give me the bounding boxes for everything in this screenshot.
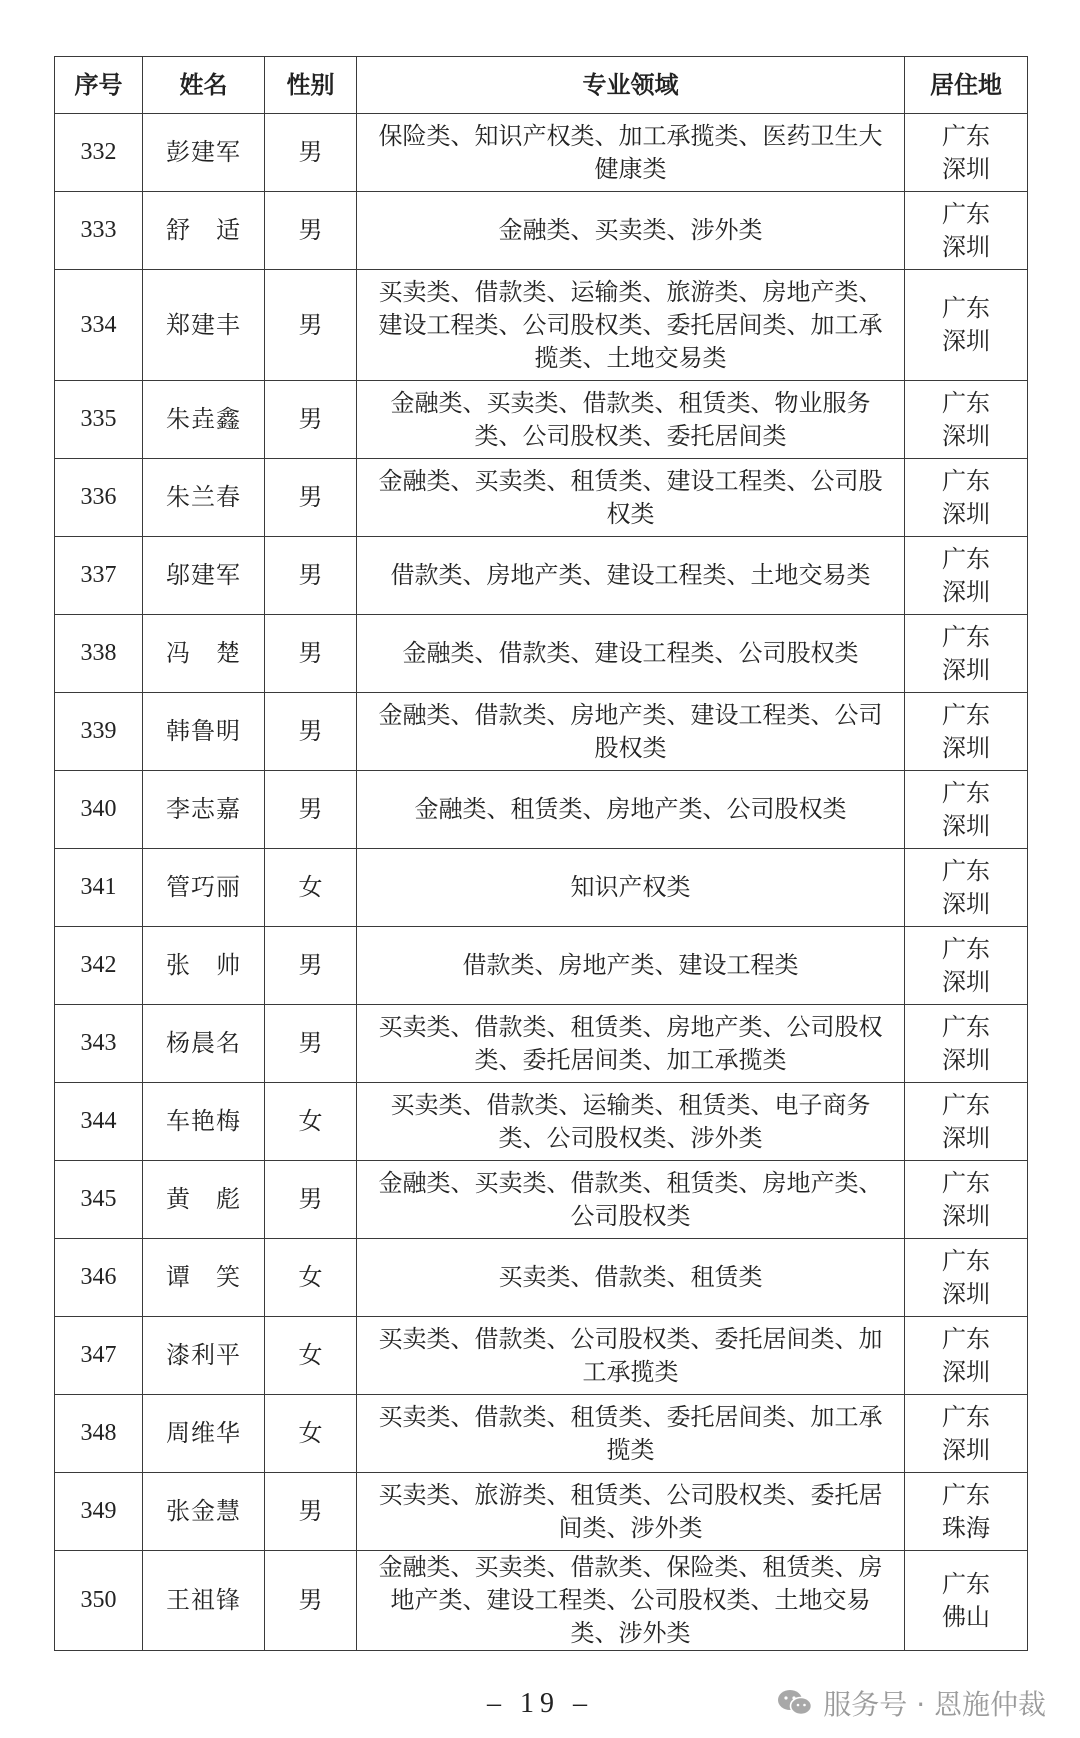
- table-header-row: [55, 57, 1028, 114]
- row-province: 广东: [942, 121, 990, 150]
- table-row: [55, 1239, 1028, 1317]
- header-number: 序号: [55, 57, 143, 114]
- table-row: [55, 459, 1028, 537]
- row-number: 344: [55, 1083, 143, 1161]
- row-province: 广东: [942, 199, 990, 228]
- row-gender: 女: [265, 1083, 357, 1161]
- row-field: 买卖类、旅游类、租赁类、公司股权类、委托居间类、涉外类: [357, 1473, 905, 1551]
- row-number: 342: [55, 927, 143, 1005]
- row-field: 买卖类、借款类、运输类、旅游类、房地产类、建设工程类、公司股权类、委托居间类、加工承揽类、土地交易类: [357, 270, 905, 381]
- row-number: 340: [55, 771, 143, 849]
- row-name: 杨晨名: [143, 1005, 265, 1083]
- row-province: 广东: [942, 1402, 990, 1431]
- row-field: 金融类、买卖类、借款类、租赁类、房地产类、公司股权类: [357, 1161, 905, 1239]
- row-name: 李志嘉: [143, 771, 265, 849]
- row-number: 335: [55, 381, 143, 459]
- table-row: [55, 1005, 1028, 1083]
- row-number: 336: [55, 459, 143, 537]
- row-residence: [905, 927, 1028, 1005]
- row-name: 漆利平: [143, 1317, 265, 1395]
- row-field: 买卖类、借款类、租赁类: [357, 1239, 905, 1317]
- table-row: [55, 1083, 1028, 1161]
- row-number: 346: [55, 1239, 143, 1317]
- row-province: 广东: [942, 388, 990, 417]
- table-row: [55, 114, 1028, 192]
- row-province: 广东: [942, 1012, 990, 1041]
- row-gender: 男: [265, 1473, 357, 1551]
- row-city: 佛山: [942, 1602, 990, 1631]
- row-field: 买卖类、借款类、公司股权类、委托居间类、加工承揽类: [357, 1317, 905, 1395]
- row-name: 彭建军: [143, 114, 265, 192]
- row-gender: 男: [265, 927, 357, 1005]
- row-gender: 男: [265, 270, 357, 381]
- table-row: [55, 771, 1028, 849]
- table-row: [55, 615, 1028, 693]
- row-name: 谭 笑: [143, 1239, 265, 1317]
- table-row: [55, 1317, 1028, 1395]
- row-province: 广东: [942, 294, 990, 322]
- row-field: 金融类、买卖类、租赁类、建设工程类、公司股权类: [357, 459, 905, 537]
- row-residence: [905, 270, 1028, 381]
- table-row: [55, 537, 1028, 615]
- row-number: 338: [55, 615, 143, 693]
- row-residence: [905, 771, 1028, 849]
- row-gender: 女: [265, 1317, 357, 1395]
- row-city: 深圳: [942, 889, 990, 918]
- row-province: 广东: [942, 1569, 990, 1598]
- header-gender: 性别: [265, 57, 357, 114]
- header-name: 姓名: [143, 57, 265, 114]
- row-number: 348: [55, 1395, 143, 1473]
- row-province: 广东: [942, 544, 990, 573]
- row-name: 冯 楚: [143, 615, 265, 693]
- row-field: 保险类、知识产权类、加工承揽类、医药卫生大健康类: [357, 114, 905, 192]
- row-number: 341: [55, 849, 143, 927]
- table-row: [55, 1161, 1028, 1239]
- row-field: 金融类、借款类、建设工程类、公司股权类: [357, 615, 905, 693]
- row-residence: [905, 381, 1028, 459]
- row-name: 朱垚鑫: [143, 381, 265, 459]
- row-number: 332: [55, 114, 143, 192]
- row-province: 广东: [942, 856, 990, 885]
- row-field: 借款类、房地产类、建设工程类: [357, 927, 905, 1005]
- row-name: 周维华: [143, 1395, 265, 1473]
- row-number: 339: [55, 693, 143, 771]
- row-number: 345: [55, 1161, 143, 1239]
- roster-sheet: [54, 56, 1027, 1651]
- row-number: 337: [55, 537, 143, 615]
- row-field: 买卖类、借款类、租赁类、房地产类、公司股权类、委托居间类、加工承揽类: [357, 1005, 905, 1083]
- row-name: 王祖锋: [143, 1551, 265, 1651]
- row-number: 333: [55, 192, 143, 270]
- row-name: 邬建军: [143, 537, 265, 615]
- row-field: 金融类、买卖类、涉外类: [357, 192, 905, 270]
- row-gender: 男: [265, 537, 357, 615]
- row-gender: 男: [265, 615, 357, 693]
- wechat-icon: [777, 1688, 813, 1718]
- row-gender: 男: [265, 114, 357, 192]
- row-field: 金融类、买卖类、借款类、保险类、租赁类、房地产类、建设工程类、公司股权类、土地交易类、涉外类: [357, 1551, 905, 1651]
- table-row: [55, 693, 1028, 771]
- row-city: 珠海: [942, 1513, 990, 1542]
- row-city: 深圳: [942, 421, 990, 450]
- row-province: 广东: [942, 622, 990, 651]
- row-city: 深圳: [942, 232, 990, 261]
- row-province: 广东: [942, 1324, 990, 1353]
- row-city: 深圳: [942, 1357, 990, 1386]
- table-row: [55, 270, 1028, 381]
- row-name: 管巧丽: [143, 849, 265, 927]
- table-row: [55, 192, 1028, 270]
- row-province: 广东: [942, 1090, 990, 1119]
- row-residence: [905, 1395, 1028, 1473]
- row-residence: [905, 615, 1028, 693]
- row-number: 343: [55, 1005, 143, 1083]
- row-city: 深圳: [942, 327, 990, 355]
- row-field: 知识产权类: [357, 849, 905, 927]
- row-name: 舒 适: [143, 192, 265, 270]
- row-gender: 男: [265, 771, 357, 849]
- row-gender: 男: [265, 381, 357, 459]
- row-gender: 女: [265, 849, 357, 927]
- row-residence: [905, 1551, 1028, 1651]
- row-province: 广东: [942, 466, 990, 495]
- row-gender: 男: [265, 1161, 357, 1239]
- arbitrator-table: [54, 56, 1028, 1651]
- row-province: 广东: [942, 778, 990, 807]
- watermark: [777, 1683, 1046, 1723]
- row-residence: [905, 1161, 1028, 1239]
- header-residence: 居住地: [905, 57, 1028, 114]
- row-city: 深圳: [942, 577, 990, 606]
- row-city: 深圳: [942, 1045, 990, 1074]
- row-field: 金融类、借款类、房地产类、建设工程类、公司股权类: [357, 693, 905, 771]
- row-name: 车艳梅: [143, 1083, 265, 1161]
- row-residence: [905, 459, 1028, 537]
- row-gender: 女: [265, 1239, 357, 1317]
- row-gender: 男: [265, 192, 357, 270]
- table-row: [55, 1395, 1028, 1473]
- row-residence: [905, 537, 1028, 615]
- row-city: 深圳: [942, 154, 990, 183]
- row-name: 张 帅: [143, 927, 265, 1005]
- row-name: 韩鲁明: [143, 693, 265, 771]
- row-field: 买卖类、借款类、租赁类、委托居间类、加工承揽类: [357, 1395, 905, 1473]
- row-residence: [905, 693, 1028, 771]
- row-name: 张金慧: [143, 1473, 265, 1551]
- row-residence: [905, 1005, 1028, 1083]
- row-city: 深圳: [942, 967, 990, 996]
- row-gender: 女: [265, 1395, 357, 1473]
- table-row: [55, 1473, 1028, 1551]
- row-residence: [905, 1473, 1028, 1551]
- row-name: 郑建丰: [143, 270, 265, 381]
- row-gender: 男: [265, 1005, 357, 1083]
- row-name: 朱兰春: [143, 459, 265, 537]
- table-row: [55, 1551, 1028, 1651]
- row-number: 349: [55, 1473, 143, 1551]
- row-gender: 男: [265, 1551, 357, 1651]
- row-gender: 男: [265, 693, 357, 771]
- row-residence: [905, 1083, 1028, 1161]
- row-gender: 男: [265, 459, 357, 537]
- row-city: 深圳: [942, 499, 990, 528]
- row-province: 广东: [942, 934, 990, 963]
- row-city: 深圳: [942, 655, 990, 684]
- row-residence: [905, 192, 1028, 270]
- table-row: [55, 849, 1028, 927]
- row-residence: [905, 114, 1028, 192]
- row-province: 广东: [942, 700, 990, 729]
- row-city: 深圳: [942, 1279, 990, 1308]
- row-province: 广东: [942, 1480, 990, 1509]
- table-row: [55, 381, 1028, 459]
- row-name: 黄 彪: [143, 1161, 265, 1239]
- table-row: [55, 927, 1028, 1005]
- row-field: 买卖类、借款类、运输类、租赁类、电子商务类、公司股权类、涉外类: [357, 1083, 905, 1161]
- row-number: 350: [55, 1551, 143, 1651]
- page-number: – 19 –: [487, 1688, 593, 1719]
- header-field: 专业领域: [357, 57, 905, 114]
- row-city: 深圳: [942, 1123, 990, 1152]
- row-field: 借款类、房地产类、建设工程类、土地交易类: [357, 537, 905, 615]
- row-field: 金融类、买卖类、借款类、租赁类、物业服务类、公司股权类、委托居间类: [357, 381, 905, 459]
- row-number: 334: [55, 270, 143, 381]
- row-city: 深圳: [942, 1435, 990, 1464]
- row-residence: [905, 1239, 1028, 1317]
- row-city: 深圳: [942, 733, 990, 762]
- row-province: 广东: [942, 1168, 990, 1197]
- row-number: 347: [55, 1317, 143, 1395]
- row-field: 金融类、租赁类、房地产类、公司股权类: [357, 771, 905, 849]
- row-city: 深圳: [942, 811, 990, 840]
- watermark-text: 服务号 · 恩施仲裁: [823, 1688, 1046, 1721]
- row-residence: [905, 849, 1028, 927]
- row-province: 广东: [942, 1246, 990, 1275]
- row-residence: [905, 1317, 1028, 1395]
- row-city: 深圳: [942, 1201, 990, 1230]
